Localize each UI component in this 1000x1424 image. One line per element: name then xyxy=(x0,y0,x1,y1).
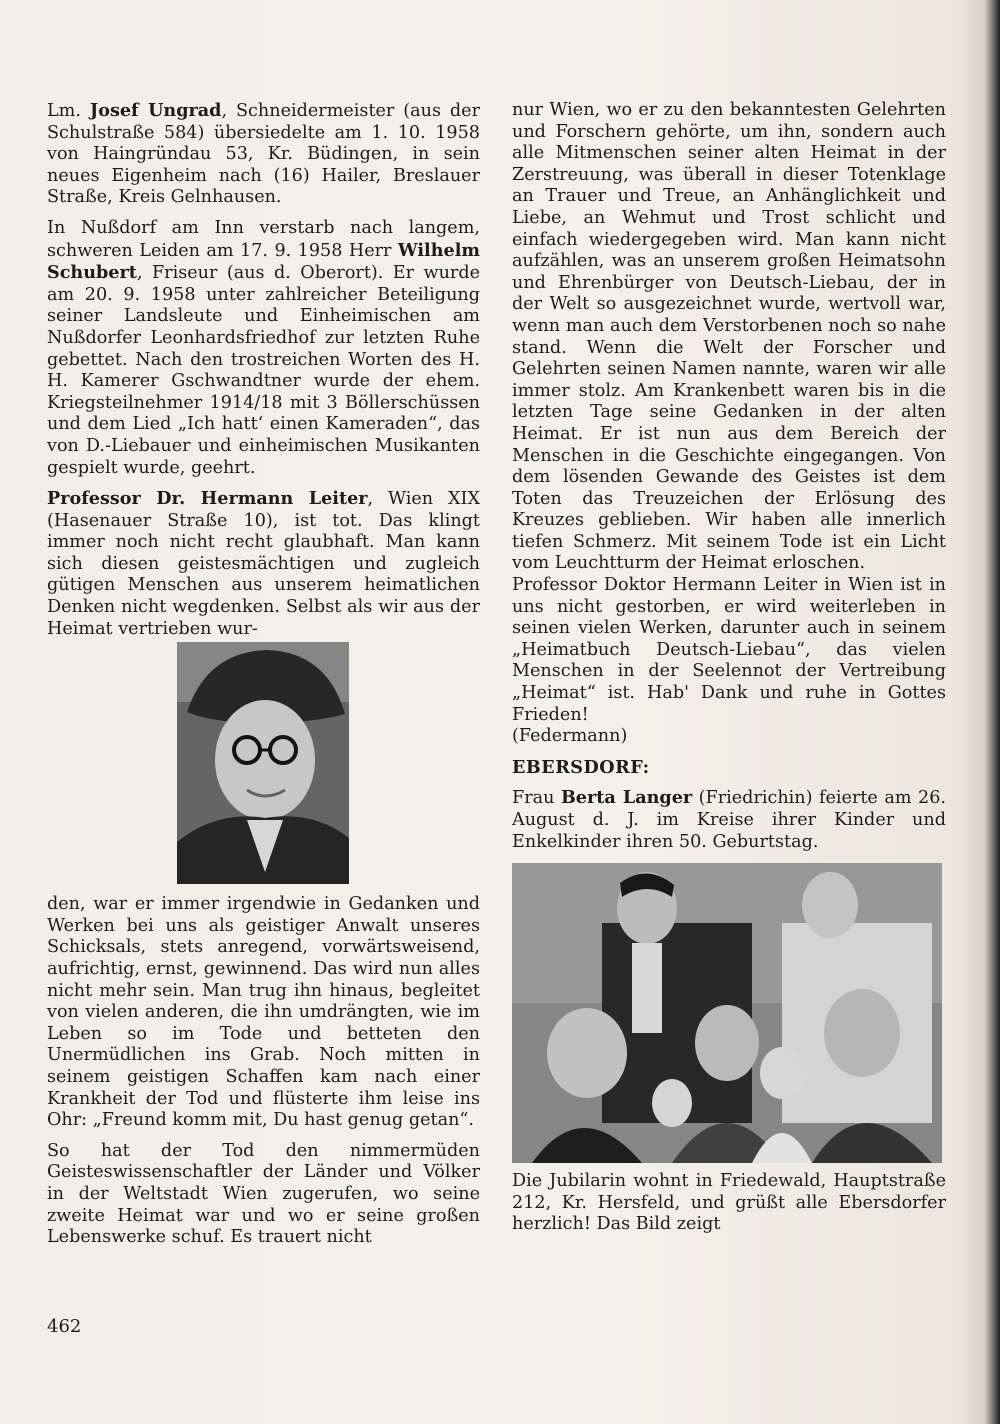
photo-caption: Die Jubilarin wohnt in Friedewald, Hauptstraße 212, Kr. Hersfeld, und grüßt alle Ebersdorfer herzlich! Das Bild zeigt xyxy=(512,1171,946,1235)
obituary-leiter-continued: den, war er immer irgendwie in Gedanken und Werken bei uns als geistiger Anwalt unseres Schicksals, stets anregend, vorwärtsweisend, aufrichtig, ernst, gewinnend. Das wird nun alles nicht mehr sein. Man trug ihn hinaus, begleitet von vielen anderen, die ihn umdrängten, wie im Leben so im Tode und betteten den Unermüdlichen ins Grab. Noch mitten in seinem geistigen Schaffen kam nach einer Krankheit der Tod und flüsterte ihm leise ins Ohr: „Freund komm mit, Du hast genug getan“. xyxy=(47,894,480,1131)
page-number: 462 xyxy=(47,1316,82,1337)
author-signature: (Federmann) xyxy=(512,726,628,747)
obituary-leiter-start: Professor Dr. Hermann Leiter, Wien XIX (Hasenauer Straße 10), ist tot. Das klingt immer noch nicht recht glaubhaft. Man kann sich diesen geistesmächtigen und zugleich gütigen Menschen aus unserem heimatlichen Denken nicht wegdenken. Selbst als wir aus der Heimat vertrieben wur- xyxy=(47,488,480,639)
left-column xyxy=(47,100,480,1258)
obituary-leiter-farewell: Professor Doktor Hermann Leiter in Wien ist in uns nicht gestorben, er wird weiterleben in seinen vielen Werken, darunter auch in seinem „Heimatbuch Deutsch-Liebau“, das vielen Menschen in der Seelennot der Vertreibung „Heimat“ ist. Hab' Dank und ruhe in Gottes Frieden! xyxy=(512,575,946,725)
family-photo xyxy=(512,863,942,1163)
obituary-schubert: In Nußdorf am Inn verstarb nach langem, schweren Leiden am 17. 9. 1958 Herr Wilhelm Schubert, Friseur (aus d. Oberort). Er wurde am 20. 9. 1958 unter zahlreicher Beteiligung seiner Landsleute und Einheimischen am Nußdorfer Leonhardsfriedhof zur letzten Ruhe gebettet. Nach den trostreichen Worten des H. H. Kamerer Gschwandtner wurde der ehem. Kriegsteilnehmer 1914/18 mit 3 Böllerschüssen und dem Lied „Ich hatt‘ einen Kameraden“, das von D.-Liebauer und einheimischen Musikanten gespielt wurde, geehrt. xyxy=(47,217,480,478)
right-column xyxy=(512,100,946,1236)
obituary-leiter-closing: So hat der Tod den nimmermüden Geisteswissenschaftler der Länder und Völker in der Weltstadt Wien zugerufen, wo seine zweite Heimat war und wo er seine großen Lebenswerke schuf. Es trauert nicht xyxy=(47,1140,480,1248)
notice-ungrad: Lm. Josef Ungrad, Schneidermeister (aus der Schulstraße 584) übersiedelte am 1. 10. 1958 von Haingründau 53, Kr. Büdingen, in sein neues Eigenheim nach (16) Hailer, Breslauer Straße, Kreis Gelnhausen. xyxy=(47,100,480,208)
family-image xyxy=(512,863,942,1163)
obituary-leiter-continued-right: nur Wien, wo er zu den bekanntesten Gelehrten und Forschern gehörte, um ihn, sondern auch alle Mitmenschen seiner alten Heimat in der Zerstreuung, was überall in dieser Totenklage an Trauer und Treue, an Anhänglichkeit und Liebe, an Wehmut und Trost schlicht und einfach wiedergegeben wird. Man kann nicht aufzählen, was an unserem großen Heimatsohn und Ehrenbürger von Deutsch-Liebau, der in der Welt so ausgezeichnet wurde, wertvoll war, wenn man auch dem Verstorbenen noch so nahe stand. Wenn die Welt der Forscher und Gelehrten seinen Namen nannte, waren wir alle immer stolz. Am Krankenbett waren bis in die letzten Tage seine Gedanken in der alten Heimat. Er ist nun aus dem Bereich der Menschen in die Geschichte eingegangen. Von dem lösenden Gewande des Geistes ist dem Toten das Treuzeichen der Erlösung des Kreuzes geblieben. Wir haben alle innerlich tiefen Schmerz. Mit seinem Tode ist ein Licht vom Leuchtturm der Heimat erloschen. xyxy=(512,100,946,574)
notice-langer: Frau Berta Langer (Friedrichin) feierte am 26. August d. J. im Kreise ihrer Kinder und Enkelkinder ihren 50. Geburtstag. xyxy=(512,787,946,852)
portrait-photo xyxy=(177,642,349,884)
section-heading-ebersdorf: EBERSDORF: xyxy=(512,756,650,778)
portrait-image xyxy=(177,642,349,884)
page-edge-shadow xyxy=(984,0,1000,1424)
